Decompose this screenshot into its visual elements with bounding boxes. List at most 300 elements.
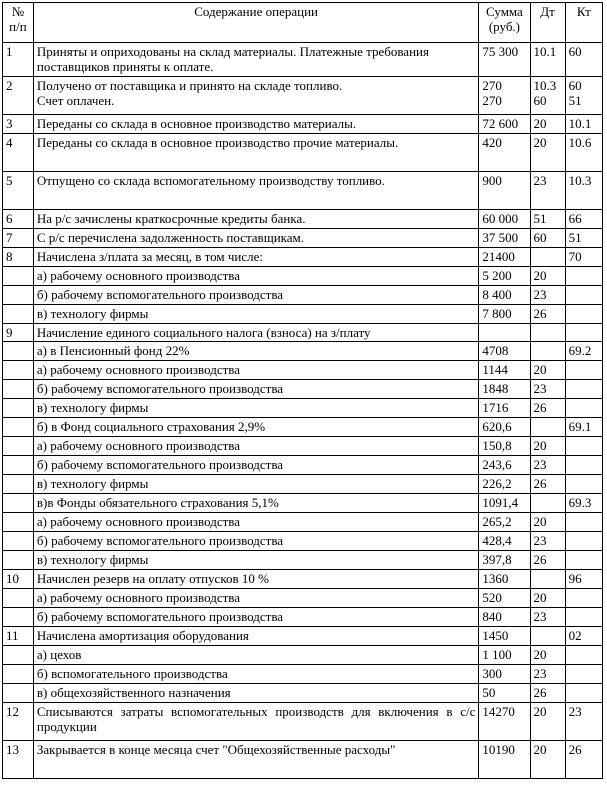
row-number-text: 6	[6, 211, 13, 226]
credit-account-text: 69.2	[568, 343, 592, 358]
debit-account-text: 23	[533, 457, 547, 472]
debit-account	[530, 43, 565, 77]
amount	[479, 456, 530, 475]
row-number	[3, 248, 34, 267]
debit-account-text: 26	[533, 476, 547, 491]
credit-account	[565, 324, 602, 342]
row-number	[3, 437, 34, 456]
table-row	[3, 646, 603, 665]
debit-account-text: 20	[533, 704, 547, 719]
header-row	[3, 3, 603, 43]
amount	[479, 475, 530, 494]
debit-account-text: 26	[533, 685, 547, 700]
amount	[479, 418, 530, 437]
operation-description	[33, 532, 478, 551]
operation-description	[33, 134, 478, 172]
credit-account-text: 60	[568, 78, 582, 93]
amount	[479, 286, 530, 305]
debit-account	[530, 399, 565, 418]
debit-account	[530, 418, 565, 437]
row-number	[3, 627, 34, 646]
credit-account	[565, 703, 602, 741]
amount-text: 1 100	[482, 647, 512, 662]
credit-account-text: 26	[568, 742, 582, 757]
operation-description-text: Переданы со склада в основное производство прочие материалы.	[36, 135, 399, 150]
amount	[479, 703, 530, 741]
amount	[479, 608, 530, 627]
operation-description	[33, 380, 478, 399]
operation-description	[33, 43, 478, 77]
credit-account-text: 51	[568, 230, 582, 245]
amount	[479, 494, 530, 513]
row-number	[3, 494, 34, 513]
table-row	[3, 305, 603, 324]
row-number-text: 1	[6, 44, 13, 59]
operation-description	[33, 741, 478, 779]
operation-description	[33, 305, 478, 324]
credit-account-text: 23	[568, 704, 582, 719]
amount	[479, 115, 530, 134]
amount	[479, 305, 530, 324]
amount	[479, 741, 530, 779]
debit-account	[530, 570, 565, 589]
operation-description	[33, 267, 478, 286]
credit-account-text: 10.6	[568, 135, 592, 150]
debit-account-text: 51	[533, 211, 547, 226]
amount	[479, 210, 530, 229]
operation-description-text: Приняты и оприходованы на склад материалы. Платежные требования поставщиков приняты к оплате.	[36, 44, 429, 74]
credit-account	[565, 589, 602, 608]
debit-account	[530, 608, 565, 627]
operation-description	[33, 703, 478, 741]
table-row	[3, 380, 603, 399]
operations-body	[3, 43, 603, 779]
operation-description-text: Начисление единого социального налога (взноса) на з/плату	[36, 325, 371, 340]
amount	[479, 248, 530, 267]
row-number	[3, 134, 34, 172]
amount-text: 270	[482, 78, 502, 93]
amount-text: 150,8	[482, 438, 512, 453]
debit-account-text: 10.1	[533, 44, 557, 59]
table-row	[3, 342, 603, 361]
debit-account	[530, 77, 565, 115]
row-number	[3, 684, 34, 703]
amount-text: 397,8	[482, 552, 512, 567]
table-row	[3, 703, 603, 741]
amount	[479, 532, 530, 551]
amount-text: 265,2	[482, 514, 512, 529]
debit-account	[530, 741, 565, 779]
debit-account	[530, 513, 565, 532]
credit-account	[565, 475, 602, 494]
operation-description	[33, 646, 478, 665]
debit-account-text: 23	[533, 533, 547, 548]
operation-description-text: Закрывается в конце месяца счет "Общехозяйственные расходы"	[36, 742, 396, 757]
operation-description	[33, 437, 478, 456]
operation-description	[33, 589, 478, 608]
operation-description-text: в)в Фонды обязательного страхования 5,1%	[36, 495, 279, 510]
debit-account	[530, 646, 565, 665]
credit-account	[565, 361, 602, 380]
credit-account-text: 10.3	[568, 173, 592, 188]
credit-account	[565, 570, 602, 589]
row-number	[3, 570, 34, 589]
debit-account	[530, 475, 565, 494]
operation-description	[33, 418, 478, 437]
row-number	[3, 210, 34, 229]
row-number	[3, 77, 34, 115]
table-row	[3, 437, 603, 456]
debit-account	[530, 437, 565, 456]
amount	[479, 380, 530, 399]
row-number	[3, 267, 34, 286]
operation-description-text: в) технологу фирмы	[36, 400, 149, 415]
debit-account-text: 26	[533, 400, 547, 415]
table-row	[3, 248, 603, 267]
debit-account-text: 20	[533, 742, 547, 757]
operation-description	[33, 342, 478, 361]
credit-account	[565, 608, 602, 627]
credit-account	[565, 248, 602, 267]
table-row	[3, 229, 603, 248]
operation-description-text: Начислена амортизация оборудования	[36, 628, 249, 643]
credit-account-text: 69.1	[568, 419, 592, 434]
operation-description-text: Получено от поставщика и принято на складе топливо.	[36, 78, 343, 93]
operation-description	[33, 210, 478, 229]
credit-account	[565, 418, 602, 437]
row-number	[3, 589, 34, 608]
amount-text: 72 600	[482, 116, 519, 131]
debit-account	[530, 494, 565, 513]
operation-description-text: б) рабочему вспомогательного производства	[36, 287, 284, 302]
operation-description	[33, 399, 478, 418]
credit-account-text: 69.3	[568, 495, 592, 510]
operation-description	[33, 665, 478, 684]
operation-description-text: а) рабочему основного производства	[36, 268, 241, 283]
table-row	[3, 172, 603, 210]
credit-account	[565, 551, 602, 570]
table-row	[3, 43, 603, 77]
row-number	[3, 456, 34, 475]
row-number-text: 8	[6, 249, 13, 264]
debit-account-text: 20	[533, 135, 547, 150]
row-number	[3, 532, 34, 551]
amount	[479, 551, 530, 570]
row-number-text: 11	[6, 628, 19, 643]
operation-description-text: Списываются затраты вспомогательных производств для включения в с/с продукции	[36, 704, 476, 734]
credit-account	[565, 172, 602, 210]
amount	[479, 229, 530, 248]
amount-text: 840	[482, 609, 502, 624]
amount-text: 226,2	[482, 476, 512, 491]
debit-account	[530, 210, 565, 229]
debit-account	[530, 627, 565, 646]
operation-description	[33, 361, 478, 380]
amount	[479, 361, 530, 380]
amount-text: 1716	[482, 400, 509, 415]
table-row	[3, 684, 603, 703]
credit-account	[565, 77, 602, 115]
debit-account	[530, 684, 565, 703]
amount	[479, 589, 530, 608]
header-num: № п/п	[3, 3, 34, 43]
row-number	[3, 513, 34, 532]
credit-account	[565, 305, 602, 324]
amount-text: 7 800	[482, 306, 512, 321]
table-row	[3, 399, 603, 418]
operation-description-text: б) рабочему вспомогательного производства	[36, 533, 284, 548]
amount	[479, 342, 530, 361]
operations-table	[2, 2, 603, 779]
amount-text-2: 270	[482, 93, 502, 108]
row-number	[3, 43, 34, 77]
debit-account	[530, 134, 565, 172]
debit-account	[530, 532, 565, 551]
debit-account	[530, 380, 565, 399]
operation-description-text: б) рабочему вспомогательного производства	[36, 609, 284, 624]
row-number-text: 7	[6, 230, 13, 245]
header-debit: Дт	[530, 3, 565, 43]
debit-account	[530, 456, 565, 475]
row-number	[3, 475, 34, 494]
row-number	[3, 551, 34, 570]
amount-text: 900	[482, 173, 502, 188]
debit-account-text: 23	[533, 381, 547, 396]
table-row	[3, 456, 603, 475]
credit-account	[565, 646, 602, 665]
credit-account	[565, 665, 602, 684]
operation-description-text: С р/с перечислена задолженность поставщикам.	[36, 230, 305, 245]
operation-description	[33, 248, 478, 267]
table-row	[3, 551, 603, 570]
debit-account	[530, 172, 565, 210]
row-number	[3, 418, 34, 437]
debit-account-text: 26	[533, 306, 547, 321]
row-number	[3, 229, 34, 248]
table-row	[3, 361, 603, 380]
row-number-text: 9	[6, 325, 13, 340]
debit-account	[530, 267, 565, 286]
credit-account	[565, 494, 602, 513]
amount-text: 60 000	[482, 211, 519, 226]
amount	[479, 570, 530, 589]
debit-account	[530, 703, 565, 741]
row-number-text: 12	[6, 704, 19, 719]
operation-description-text: б) рабочему вспомогательного производства	[36, 457, 284, 472]
operation-description-text: в) общехозяйственного назначения	[36, 685, 231, 700]
credit-account-text: 96	[568, 571, 582, 586]
row-number	[3, 115, 34, 134]
table-row	[3, 210, 603, 229]
table-row	[3, 475, 603, 494]
operation-description-text: а) рабочему основного производства	[36, 590, 241, 605]
credit-account	[565, 286, 602, 305]
amount	[479, 665, 530, 684]
amount	[479, 324, 530, 342]
table-row	[3, 570, 603, 589]
debit-account-text: 20	[533, 116, 547, 131]
debit-account	[530, 286, 565, 305]
credit-account	[565, 229, 602, 248]
credit-account-text: 02	[568, 628, 582, 643]
table-row	[3, 134, 603, 172]
debit-account-text: 26	[533, 552, 547, 567]
operation-description-text: Начислен резерв на оплату отпусков 10 %	[36, 571, 269, 586]
operation-description	[33, 494, 478, 513]
credit-account-text: 66	[568, 211, 582, 226]
amount-text: 620,6	[482, 419, 512, 434]
amount-text: 50	[482, 685, 496, 700]
debit-account-text: 20	[533, 647, 547, 662]
amount-text: 37 500	[482, 230, 519, 245]
operation-description	[33, 684, 478, 703]
operation-description-text: а) в Пенсионный фонд 22%	[36, 343, 190, 358]
amount-text: 1848	[482, 381, 509, 396]
credit-account	[565, 134, 602, 172]
row-number	[3, 324, 34, 342]
row-number	[3, 380, 34, 399]
debit-account	[530, 324, 565, 342]
debit-account-text: 20	[533, 268, 547, 283]
credit-account	[565, 456, 602, 475]
table-row	[3, 589, 603, 608]
credit-account	[565, 741, 602, 779]
operation-description	[33, 456, 478, 475]
debit-account-text: 10.3	[533, 78, 557, 93]
debit-account-text: 20	[533, 514, 547, 529]
amount-text: 1360	[482, 571, 509, 586]
header-description: Содержание операции	[33, 3, 478, 43]
debit-account	[530, 551, 565, 570]
operation-description-text: а) рабочему основного производства	[36, 438, 241, 453]
operation-description-text: а) цехов	[36, 647, 82, 662]
operation-description	[33, 608, 478, 627]
operation-description-text: б) вспомогательного производства	[36, 666, 228, 681]
amount-text: 14270	[482, 704, 515, 719]
amount-text: 420	[482, 135, 502, 150]
debit-account-text-2: 60	[533, 93, 547, 108]
operation-description	[33, 551, 478, 570]
debit-account	[530, 361, 565, 380]
debit-account-text: 60	[533, 230, 547, 245]
table-row	[3, 665, 603, 684]
operation-description-text: Переданы со склада в основное производство материалы.	[36, 116, 357, 131]
table-row	[3, 513, 603, 532]
amount	[479, 43, 530, 77]
credit-account	[565, 532, 602, 551]
row-number	[3, 286, 34, 305]
operation-description	[33, 77, 478, 115]
credit-account	[565, 115, 602, 134]
amount	[479, 627, 530, 646]
row-number	[3, 361, 34, 380]
operation-description	[33, 475, 478, 494]
credit-account	[565, 342, 602, 361]
amount	[479, 684, 530, 703]
credit-account-text: 10.1	[568, 116, 592, 131]
row-number	[3, 741, 34, 779]
amount	[479, 172, 530, 210]
row-number	[3, 305, 34, 324]
amount-text: 10190	[482, 742, 515, 757]
header-sum: Сумма (руб.)	[479, 3, 530, 43]
table-row	[3, 627, 603, 646]
table-row	[3, 741, 603, 779]
row-number-text: 4	[6, 135, 13, 150]
row-number	[3, 646, 34, 665]
row-number-text: 3	[6, 116, 13, 131]
amount-text: 8 400	[482, 287, 512, 302]
row-number	[3, 703, 34, 741]
row-number-text: 2	[6, 78, 13, 93]
operation-description-text: а) рабочему основного производства	[36, 514, 241, 529]
credit-account	[565, 210, 602, 229]
operation-description-text: а) рабочему основного производства	[36, 362, 241, 377]
amount-text: 4708	[482, 343, 509, 358]
operation-description-text: в) технологу фирмы	[36, 552, 149, 567]
amount-text: 5 200	[482, 268, 512, 283]
debit-account-text: 20	[533, 362, 547, 377]
amount-text: 520	[482, 590, 502, 605]
debit-account-text: 23	[533, 173, 547, 188]
debit-account-text: 23	[533, 287, 547, 302]
table-row	[3, 286, 603, 305]
operation-description-text-2: Счет оплачен.	[36, 93, 115, 108]
row-number-text: 13	[6, 742, 19, 757]
operation-description	[33, 570, 478, 589]
row-number	[3, 172, 34, 210]
credit-account	[565, 267, 602, 286]
operation-description-text: б) рабочему вспомогательного производства	[36, 381, 284, 396]
table-row	[3, 608, 603, 627]
credit-account	[565, 627, 602, 646]
credit-account	[565, 399, 602, 418]
debit-account	[530, 115, 565, 134]
row-number-text: 5	[6, 173, 13, 188]
amount	[479, 646, 530, 665]
amount	[479, 134, 530, 172]
credit-account	[565, 513, 602, 532]
row-number-text: 10	[6, 571, 19, 586]
operation-description-text: б) в Фонд социального страхования 2,9%	[36, 419, 266, 434]
amount-text: 1144	[482, 362, 508, 377]
table-row	[3, 324, 603, 342]
debit-account	[530, 342, 565, 361]
debit-account	[530, 305, 565, 324]
credit-account-text: 60	[568, 44, 582, 59]
row-number	[3, 399, 34, 418]
credit-account	[565, 437, 602, 456]
debit-account	[530, 248, 565, 267]
amount-text: 1450	[482, 628, 509, 643]
amount-text: 428,4	[482, 533, 512, 548]
amount	[479, 267, 530, 286]
operation-description-text: в) технологу фирмы	[36, 476, 149, 491]
table-row	[3, 267, 603, 286]
operation-description	[33, 513, 478, 532]
amount-text: 1091,4	[482, 495, 519, 510]
operation-description	[33, 627, 478, 646]
debit-account-text: 23	[533, 666, 547, 681]
amount	[479, 77, 530, 115]
operation-description	[33, 172, 478, 210]
operation-description-text: Отпущено со склада вспомогательному производству топливо.	[36, 173, 385, 188]
credit-account	[565, 380, 602, 399]
amount-text: 300	[482, 666, 502, 681]
table-row	[3, 115, 603, 134]
debit-account	[530, 589, 565, 608]
credit-account-text-2: 51	[568, 93, 582, 108]
